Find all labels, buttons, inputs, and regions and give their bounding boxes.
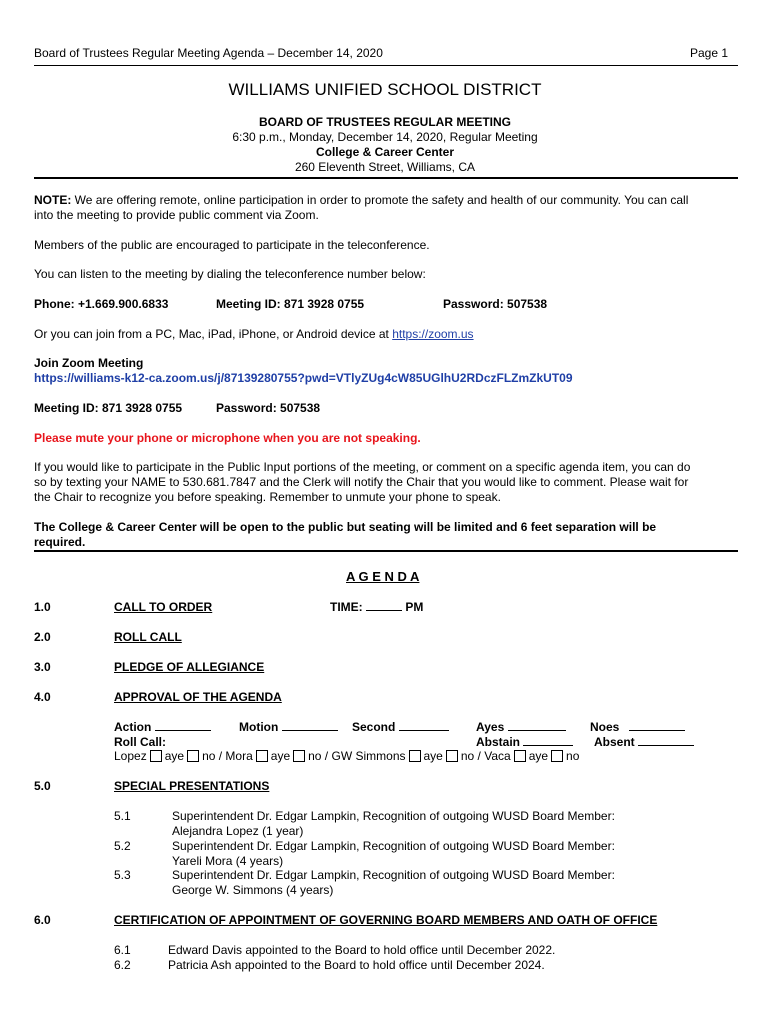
no-label: no / (460, 749, 485, 763)
notice-rule (34, 550, 738, 552)
meeting-id: Meeting ID: 871 3928 0755 (216, 297, 365, 311)
aye-checkbox[interactable] (256, 750, 268, 762)
agenda-item-number: 4.0 (34, 690, 51, 704)
noes-field (590, 720, 685, 734)
aye-label: aye (528, 749, 549, 763)
subitem-number: 5.3 (114, 868, 131, 882)
subitem-number: 6.2 (114, 958, 131, 972)
member-name: GW Simmons (331, 749, 406, 763)
meeting-address: 260 Eleventh Street, Williams, CA (294, 160, 476, 174)
join-text: Or you can join from a PC, Mac, iPad, iPhone, or Android device at (34, 327, 393, 341)
presentation-line-1: Superintendent Dr. Edgar Lampkin, Recognition of outgoing WUSD Board Member: (172, 839, 615, 853)
agenda-item-roll-call: ROLL CALL (114, 630, 182, 644)
motion-field (239, 720, 338, 734)
no-label: no / (202, 749, 226, 763)
meeting-password: Password: 507538 (443, 297, 548, 311)
zoom-link[interactable]: https://zoom.us (392, 327, 474, 341)
no-label: no / (308, 749, 332, 763)
mute-warning: Please mute your phone or microphone when you are not speaking. (34, 431, 421, 445)
action-field (114, 720, 211, 734)
aye-checkbox[interactable] (150, 750, 162, 762)
meeting-id-2: Meeting ID: 871 3928 0755 (34, 401, 183, 415)
second-field (352, 720, 449, 734)
member-name: Mora (225, 749, 253, 763)
agenda-item-number: 6.0 (34, 913, 51, 927)
action-label: Action (114, 720, 152, 734)
presentation-line-1: Superintendent Dr. Edgar Lampkin, Recognition of outgoing WUSD Board Member: (172, 868, 615, 882)
no-checkbox[interactable] (446, 750, 458, 762)
agenda-item-call-to-order: CALL TO ORDER (114, 600, 213, 614)
roll-call-votes (114, 749, 579, 763)
subitem-number: 6.1 (114, 943, 131, 957)
meeting-location: College & Career Center (315, 145, 455, 159)
title-rule (34, 177, 738, 179)
presentation-line-2: Alejandra Lopez (1 year) (172, 824, 304, 838)
second-blank (399, 729, 449, 731)
roll-call-label: Roll Call: (114, 735, 167, 749)
abstain-label: Abstain (476, 735, 521, 749)
note-text-1: We are offering remote, online participation in order to promote the safety and health of our community. You can call (71, 193, 689, 207)
aye-label: aye (423, 749, 443, 763)
absent-field (594, 735, 694, 749)
motion-label: Motion (239, 720, 279, 734)
presentation-line-2: George W. Simmons (4 years) (172, 883, 334, 897)
absent-blank (638, 744, 694, 746)
time-label: TIME: (330, 600, 363, 614)
meeting-time: 6:30 p.m., Monday, December 14, 2020, Regular Meeting (232, 130, 538, 144)
listen-text: You can listen to the meeting by dialing the teleconference number below: (34, 267, 426, 281)
ayes-label: Ayes (476, 720, 505, 734)
public-input-line-2: so by texting your NAME to 530.681.7847 and the Clerk will notify the Chair that you would like to comment. Please wait for (34, 475, 689, 489)
appointment-text: Edward Davis appointed to the Board to hold office until December 2022. (168, 943, 556, 957)
subitem-number: 5.1 (114, 809, 131, 823)
aye-label: aye (164, 749, 185, 763)
agenda-item-number: 1.0 (34, 600, 51, 614)
phone-number: Phone: +1.669.900.6833 (34, 297, 169, 311)
presentation-line-2: Yareli Mora (4 years) (172, 854, 284, 868)
absent-label: Absent (594, 735, 635, 749)
no-checkbox[interactable] (551, 750, 563, 762)
members-text: Members of the public are encouraged to participate in the teleconference. (34, 238, 430, 252)
abstain-blank (523, 744, 573, 746)
zoom-meeting-url[interactable]: https://williams-k12-ca.zoom.us/j/87139280755?pwd=VTlyZUg4cW85UGlhU2RDczFLZmZkUT09 (34, 371, 573, 385)
ayes-blank (508, 729, 566, 731)
aye-label: aye (270, 749, 291, 763)
public-input-line-3: the Chair to recognize you before speaking. Remember to unmute your phone to speak. (34, 490, 501, 504)
no-checkbox[interactable] (293, 750, 305, 762)
noes-blank (629, 729, 685, 731)
agenda-item-approval: APPROVAL OF THE AGENDA (114, 690, 282, 704)
abstain-field (476, 735, 573, 749)
second-label: Second (352, 720, 396, 734)
page-number: Page 1 (690, 46, 729, 60)
agenda-item-special-presentations: SPECIAL PRESENTATIONS (114, 779, 270, 793)
meeting-title: BOARD OF TRUSTEES REGULAR MEETING (258, 115, 511, 129)
subitem-number: 5.2 (114, 839, 131, 853)
note-line-1 (34, 193, 688, 207)
ayes-field (476, 720, 566, 734)
aye-checkbox[interactable] (409, 750, 421, 762)
appointment-text: Patricia Ash appointed to the Board to hold office until December 2024. (168, 958, 545, 972)
running-header-title: Board of Trustees Regular Meeting Agenda – December 14, 2020 (34, 46, 383, 60)
zoom-heading: Join Zoom Meeting (34, 356, 144, 370)
join-line (34, 327, 474, 341)
aye-checkbox[interactable] (514, 750, 526, 762)
seating-line-1: The College & Career Center will be open to the public but seating will be limited and 6 feet separation will be (34, 520, 657, 534)
note-label: NOTE: (34, 193, 72, 207)
header-rule (34, 65, 738, 66)
motion-blank (282, 729, 338, 731)
time-field (330, 600, 423, 614)
time-blank (366, 609, 402, 611)
no-label: no (566, 749, 580, 763)
agenda-item-certification: CERTIFICATION OF APPOINTMENT OF GOVERNING BOARD MEMBERS AND OATH OF OFFICE (114, 913, 658, 927)
district-title: WILLIAMS UNIFIED SCHOOL DISTRICT (228, 80, 542, 99)
noes-label: Noes (590, 720, 620, 734)
agenda-heading: A G E N D A (346, 569, 420, 584)
agenda-item-number: 2.0 (34, 630, 51, 644)
member-name: Lopez (114, 749, 147, 763)
public-input-line-1: If you would like to participate in the Public Input portions of the meeting, or comment on a specific agenda item, you can do (34, 460, 691, 474)
seating-line-2: required. (34, 535, 86, 549)
meeting-password-2: Password: 507538 (216, 401, 321, 415)
agenda-item-number: 3.0 (34, 660, 51, 674)
time-unit: PM (405, 600, 424, 614)
agenda-item-pledge: PLEDGE OF ALLEGIANCE (114, 660, 265, 674)
note-line-2: into the meeting to provide public comment via Zoom. (34, 208, 319, 222)
action-blank (155, 729, 211, 731)
presentation-line-1: Superintendent Dr. Edgar Lampkin, Recognition of outgoing WUSD Board Member: (172, 809, 615, 823)
no-checkbox[interactable] (187, 750, 199, 762)
member-name: Vaca (484, 749, 511, 763)
agenda-item-number: 5.0 (34, 779, 51, 793)
